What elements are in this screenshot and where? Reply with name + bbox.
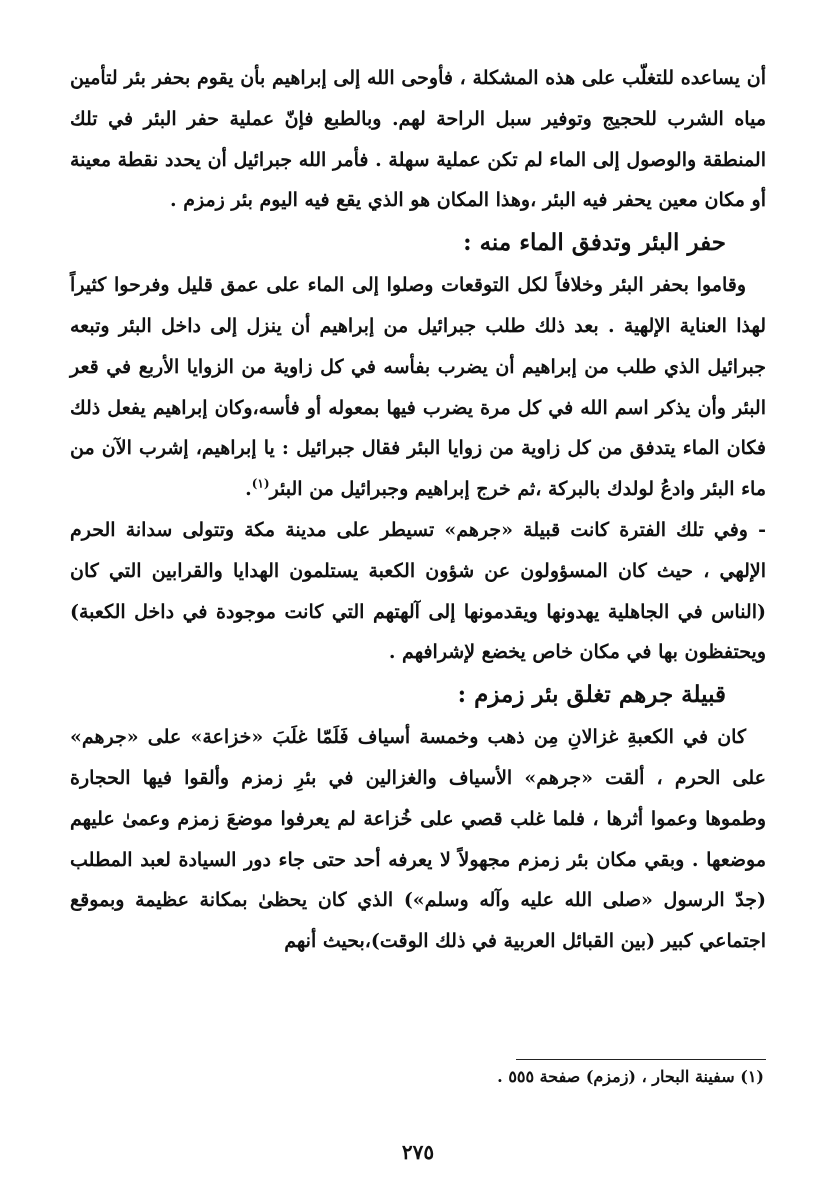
paragraph-4: كان في الكعبةِ غزالانِ مِن ذهب وخمسة أسياف فَلَمّا غلَبَ «خزاعة» على «جرهم» على الحرم ، ألقت «جرهم» الأسياف والغزالين في بئرِ زمزم وألقوا فيها الحجارة وطموها وعموا أثرها ، فلما غلب قصي على خُزاعة لم يعرفوا موضعَ زمزم وعمىٰ عليهم موضعها . وبقي مكان بئر زمزم مجهولاً لا يعرفه أحد حتى جاء دور السيادة لعبد المطلب (جدّ الرسول «صلى الله عليه وآله وسلم») الذي كان يحظىٰ بمكانة عظيمة وبموقع اجتماعي كبير (بين القبائل العربية في ذلك الوقت)،بحيث أنهم (70, 726, 766, 953)
paragraph-2 (70, 265, 766, 510)
page-number: ٢٧٥ (401, 1140, 435, 1164)
paragraph-2-end: . (245, 478, 252, 501)
footnote: (١) سفينة البحار ، (زمزم) صفحة ٥٥٥ . (497, 1067, 764, 1086)
paragraph-1: أن يساعده للتغلّب على هذه المشكلة ، فأوحى الله إلى إبراهيم بأن يقوم بحفر بئر لتأمين مياه الشرب للحجيج وتوفير سبل الراحة لهم. وبالطبع فإنّ عملية حفر البئر في تلك المنطقة والوصول إلى الماء لم تكن عملية سهلة . فأمر الله جبرائيل أن يحدد نقطة معينة أو مكان معين يحفر فيه البئر ،وهذا المكان هو الذي يقع فيه اليوم بئر زمزم . (70, 67, 766, 212)
footnote-divider (516, 1059, 766, 1060)
paragraph-3: - وفي تلك الفترة كانت قبيلة «جرهم» تسيطر على مدينة مكة وتتولى سدانة الحرم الإلهي ، حيث كان المسؤولون عن شؤون الكعبة يستلمون الهدايا والقرابين التي كان (الناس في الجاهلية يهدونها ويقدمونها إلى آلهتهم التي كانت موجودة في داخل الكعبة) ويحتفظون بها في مكان خاص يخضع لإشرافهم . (70, 518, 766, 664)
footnote-marker: (١) (251, 476, 270, 491)
section-heading-jurhum: قبيلة جرهم تغلق بئر زمزم : (457, 681, 726, 709)
section-heading-well-digging: حفر البئر وتدفق الماء منه : (463, 229, 726, 257)
paragraph-2-text: وقاموا بحفر البئر وخلافاً لكل التوقعات وصلوا إلى الماء على عمق قليل وفرحوا كثيراً لهذا العناية الإلهية . بعد ذلك طلب جبرائيل من إبراهيم أن ينزل إلى داخل البئر وتبعه جبرائيل الذي طلب من إبراهيم أن يضرب بفأسه في كل زاوية من الزوايا الأربع في قعر البئر وأن يذكر اسم الله في كل مرة يضرب فيها بمعوله أو فأسه،وكان إبراهيم يفعل ذلك فكان الماء يتدفق من كل زاوية من زوايا البئر فقال جبرائيل : يا إبراهيم، إشرب الآن من ماء البئر وادعُ لولدك بالبركة ،ثم خرج إبراهيم وجبرائيل من البئر (70, 274, 766, 501)
body-text (70, 58, 766, 962)
